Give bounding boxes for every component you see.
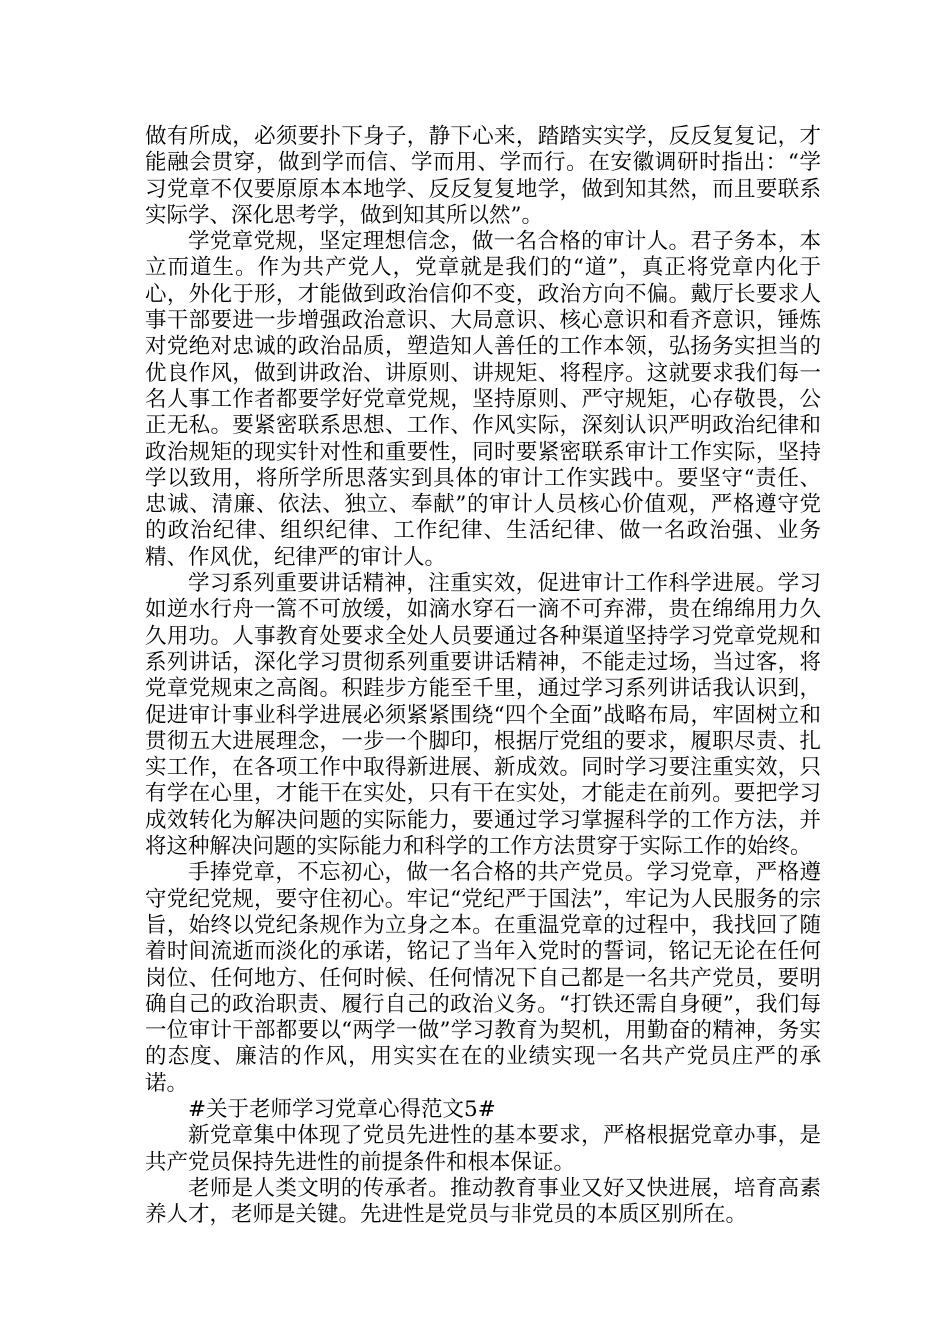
- paragraph-6: 老师是人类文明的传承者。推动教育事业又好又快进展，培育高素养人才，老师是关键。先进性是党员与非党员的本质区别所在。: [145, 1175, 821, 1228]
- paragraph-3: 学习系列重要讲话精神，注重实效，促进审计工作科学进展。学习如逆水行舟一篙不可放缓，如滴水穿石一滴不可弃滞，贵在绵绵用力久久用功。人事教育处要求全处人员要通过各种渠道坚持学习党章党规和系列讲话，深化学习贯彻系列重要讲话精神，不能走过场，当过客，将党章党规束之高阁。积跬步方能至千里，通过学习系列讲话我认识到，促进审计事业科学进展必须紧紧围绕“四个全面”战略布局，牢固树立和贯彻五大进展理念，一步一个脚印，根据厅党组的要求，履职尽责、扎实工作，在各项工作中取得新进展、新成效。同时学习要注重实效，只有学在心里，才能干在实处，只有干在实处，才能走在前列。要把学习成效转化为解决问题的实际能力，要通过学习掌握科学的工作方法，并将这种解决问题的实际能力和科学的工作方法贯穿于实际工作的始终。: [145, 571, 821, 860]
- paragraph-1: 做有所成，必须要扑下身子，静下心来，踏踏实实学，反反复复记，才能融会贯穿，做到学而信、学而用、学而行。在安徽调研时指出：“学习党章不仅要原原本本地学、反反复复地学，做到知其然，而且要联系实际学、深化思考学，做到知其所以然”。: [145, 124, 821, 228]
- paragraph-5: 新党章集中体现了党员先进性的基本要求，严格根据党章办事，是共产党员保持先进性的前提条件和根本保证。: [145, 1123, 821, 1175]
- paragraph-2: 学党章党规，坚定理想信念，做一名合格的审计人。君子务本，本立而道生。作为共产党人，党章就是我们的“道”，真正将党章内化于心，外化于形，才能做到政治信仰不变，政治方向不偏。戴厅长要求人事干部要进一步增强政治意识、大局意识、核心意识和看齐意识，锤炼对党绝对忠诚的政治品质，塑造知人善任的工作本领，弘扬务实担当的优良作风，做到讲政治、讲原则、讲规矩、将程序。这就要求我们每一名人事工作者都要学好党章党规，坚持原则、严守规矩，心存敬畏，公正无私。要紧密联系思想、工作、作风实际，深刻认识严明政治纪律和政治规矩的现实针对性和重要性，同时要紧密联系审计工作实际，坚持学以致用，将所学所思落实到具体的审计工作实践中。要坚守“责任、忠诚、清廉、依法、独立、奉献”的审计人员核心价值观，严格遵守党的政治纪律、组织纪律、工作纪律、生活纪律、做一名政治强、业务精、作风优，纪律严的审计人。: [145, 229, 821, 570]
- paragraph-4: 手捧党章，不忘初心，做一名合格的共产党员。学习党章，严格遵守党纪党规，要守住初心。牢记“党纪严于国法”，牢记为人民服务的宗旨，始终以党纪条规作为立身之本。在重温党章的过程中，我找回了随着时间流逝而淡化的承诺，铭记了当年入党时的誓词，铭记无论在任何岗位、任何地方、任何时候、任何情况下自己都是一名共产党员，要明确自己的政治职责、履行自己的政治义务。“打铁还需自身硬”，我们每一位审计干部都要以“两学一做”学习教育为契机，用勤奋的精神，务实的态度、廉洁的作风，用实实在在的业绩实现一名共产党员庄严的承诺。: [145, 860, 821, 1096]
- document-body: [145, 124, 821, 1228]
- section-heading: #关于老师学习党章心得范文5#: [188, 1096, 496, 1122]
